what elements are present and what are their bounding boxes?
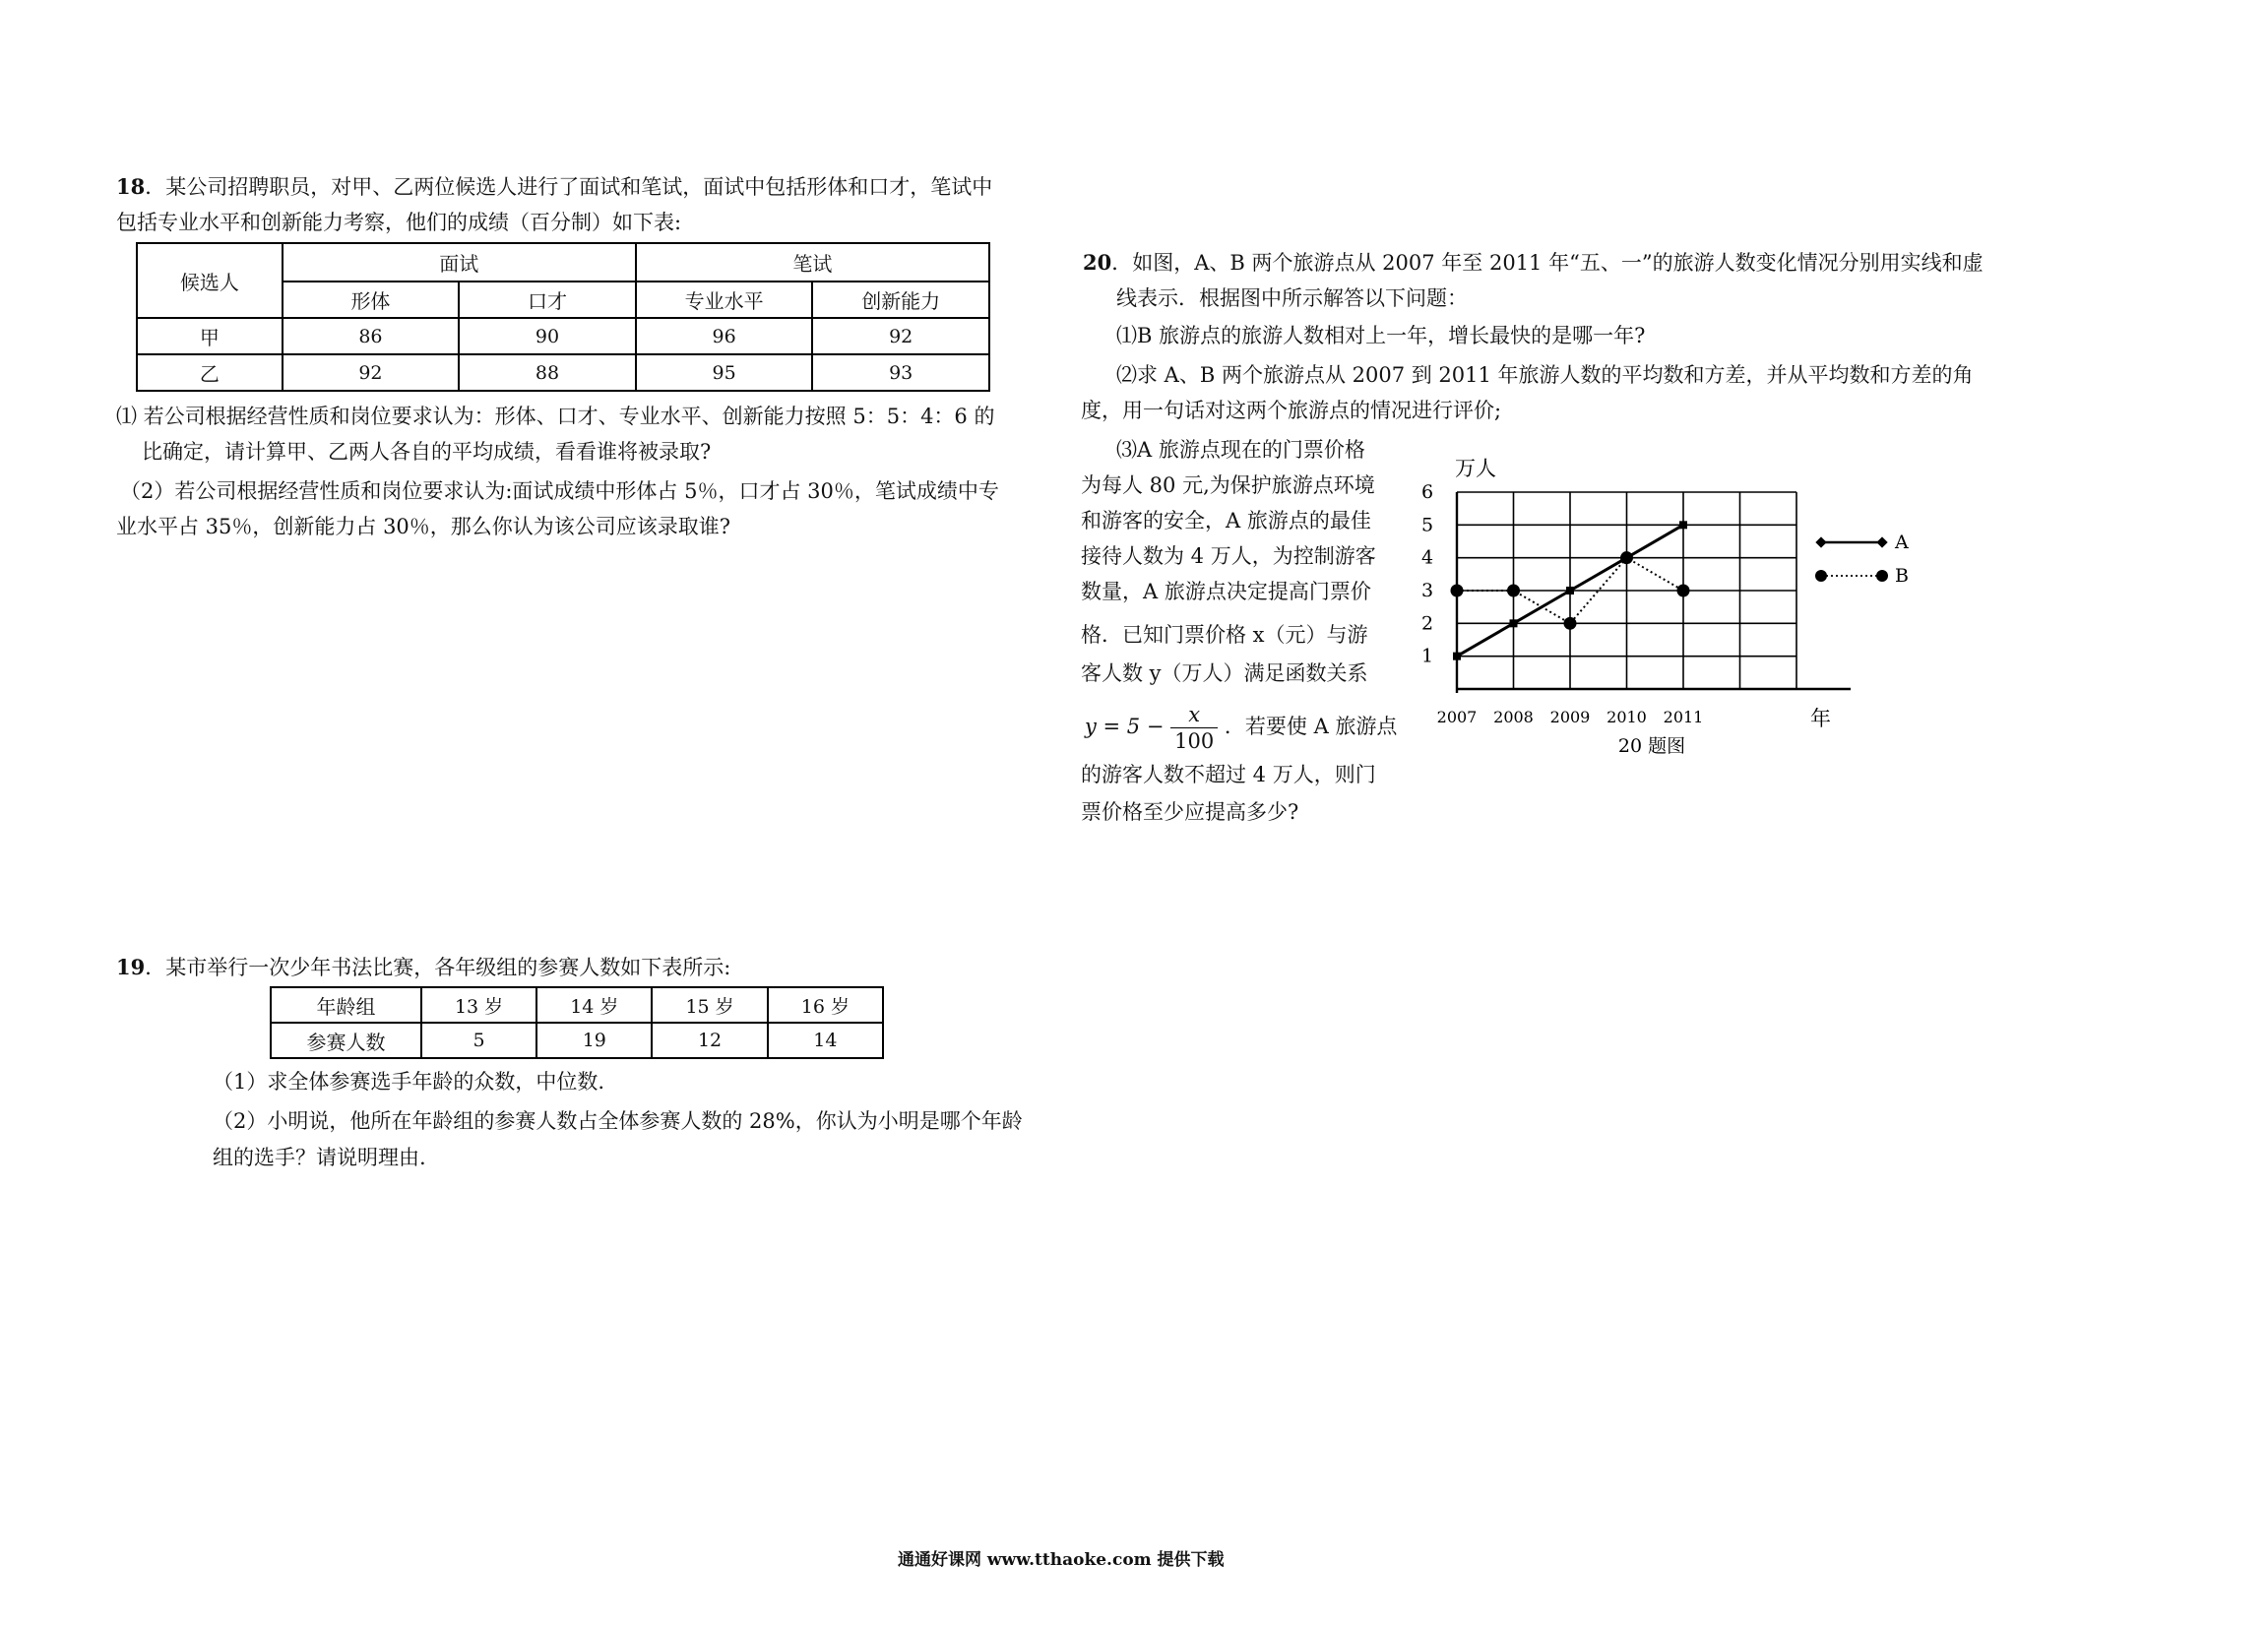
q18-cell: 90	[459, 318, 636, 354]
q19-age: 14 岁	[536, 987, 652, 1023]
q19-intro: 19．某市举行一次少年书法比赛，各年级组的参赛人数如下表所示:	[116, 955, 731, 979]
q18-part1-line1: ⑴ 若公司根据经营性质和岗位要求认为：形体、口才、专业水平、创新能力按照 5：5：4：6 的	[116, 405, 995, 428]
x-axis-label: 年	[1810, 707, 1831, 730]
q19-count-label: 参赛人数	[271, 1023, 421, 1058]
q18-part2-line1: （2）若公司根据经营性质和岗位要求认为:面试成绩中形体占 5％，口才占 30％，笔试成绩中专	[120, 479, 999, 503]
q19-count-table	[270, 986, 884, 1059]
formula-suffix: ．若要使 A 旅游点	[1224, 715, 1398, 738]
data-point-b	[1564, 617, 1577, 630]
q19-age-label: 年龄组	[271, 987, 421, 1023]
data-point-b	[1507, 585, 1520, 597]
q20-number: 20	[1083, 250, 1112, 275]
table-row	[271, 987, 883, 1023]
x-tick-label: 2008	[1493, 708, 1534, 726]
q18-row-name: 乙	[137, 354, 283, 391]
q20-part2-line2: 度，用一句话对这两个旅游点的情况进行评价;	[1081, 399, 1502, 422]
data-point-b	[1451, 585, 1464, 597]
q18-part1-line2: 比确定，请计算甲、乙两人各自的平均成绩，看看谁将被录取?	[142, 440, 712, 464]
x-tick-label: 2009	[1549, 708, 1591, 726]
legend-label-b: B	[1895, 565, 1909, 587]
tourism-line-chart	[1398, 448, 1949, 773]
q18-cell: 93	[812, 354, 989, 391]
q18-number: 18	[116, 174, 146, 199]
q20-intro-line1: 20．如图，A、B 两个旅游点从 2007 年至 2011 年“五、一”的旅游人数变化情况分别用实线和虚	[1083, 250, 1984, 275]
data-point-a	[1679, 521, 1687, 529]
q18-cell: 92	[283, 354, 460, 391]
q18-cell: 96	[636, 318, 813, 354]
data-point-a	[1453, 653, 1461, 660]
data-point-b	[1677, 585, 1690, 597]
y-tick-label: 2	[1421, 612, 1434, 635]
legend-marker-b	[1815, 570, 1827, 582]
legend-marker-b	[1876, 570, 1888, 582]
formula-prefix: y = 5 −	[1085, 715, 1165, 738]
legend-label-a: A	[1895, 532, 1909, 553]
data-point-a	[1566, 587, 1574, 595]
q18-score-table	[136, 242, 990, 392]
q19-age: 15 岁	[652, 987, 767, 1023]
legend-marker-a	[1876, 536, 1887, 547]
q19-count: 5	[421, 1023, 536, 1058]
q20-formula	[1085, 697, 1397, 756]
q20-part3-line: 和游客的安全，A 旅游点的最佳	[1081, 509, 1371, 532]
q18-intro-line2: 包括专业水平和创新能力考察，他们的成绩（百分制）如下表:	[116, 211, 682, 234]
q18-subheader: 口才	[459, 282, 636, 318]
q19-part2-line1: （2）小明说，他所在年龄组的参赛人数占全体参赛人数的 28%，你认为小明是哪个年龄	[213, 1109, 1023, 1133]
q20-part3-line: ⑶A 旅游点现在的门票价格	[1116, 438, 1365, 462]
q20-part3-line: 格．已知门票价格 x（元）与游	[1081, 623, 1368, 647]
table-row	[137, 354, 989, 391]
y-tick-label: 5	[1421, 514, 1434, 536]
q18-part2-line2: 业水平占 35％，创新能力占 30％，那么你认为该公司应该录取谁?	[116, 515, 731, 538]
q20-part3-line: 数量，A 旅游点决定提高门票价	[1081, 580, 1371, 603]
table-row	[137, 318, 989, 354]
q19-number: 19	[116, 955, 146, 979]
q19-count: 19	[536, 1023, 652, 1058]
q19-part2-line2: 组的选手？请说明理由.	[213, 1146, 426, 1169]
chart-title: 20 题图	[1617, 735, 1686, 757]
q20-part2-line1: ⑵求 A、B 两个旅游点从 2007 到 2011 年旅游人数的平均数和方差，并从平均数和方差的角	[1116, 363, 1974, 387]
x-tick-label: 2011	[1663, 708, 1704, 726]
q18-cell: 86	[283, 318, 460, 354]
footer-credit: 通通好课网 www.tthaoke.com 提供下载	[898, 1550, 1225, 1570]
table-row	[271, 1023, 883, 1058]
q20-part3-line: 客人数 y（万人）满足函数关系	[1081, 661, 1368, 685]
data-point-a	[1510, 619, 1518, 627]
q19-age: 13 岁	[421, 987, 536, 1023]
y-tick-label: 1	[1421, 645, 1434, 667]
data-point-b	[1620, 551, 1633, 564]
q18-candidate-header: 候选人	[137, 243, 283, 318]
q20-part3-tail2: 票价格至少应提高多少?	[1081, 800, 1299, 824]
q19-part1: （1）求全体参赛选手年龄的众数，中位数.	[213, 1070, 605, 1094]
q19-count: 14	[768, 1023, 883, 1058]
q20-intro-line2: 线表示．根据图中所示解答以下问题：	[1116, 286, 1468, 310]
q18-cell: 95	[636, 354, 813, 391]
y-tick-label: 6	[1421, 481, 1434, 503]
q20-part3-tail1: 的游客人数不超过 4 万人，则门	[1081, 763, 1376, 786]
q19-age: 16 岁	[768, 987, 883, 1023]
q19-count: 12	[652, 1023, 767, 1058]
q18-row-name: 甲	[137, 318, 283, 354]
formula-fraction	[1170, 702, 1218, 754]
formula-numerator: x	[1170, 702, 1218, 728]
q20-part3-line: 为每人 80 元,为保护旅游点环境	[1081, 473, 1375, 497]
q20-part1: ⑴B 旅游点的旅游人数相对上一年，增长最快的是哪一年?	[1116, 324, 1646, 347]
q18-group-interview: 面试	[283, 243, 636, 282]
legend-marker-a	[1815, 536, 1826, 547]
q18-group-written: 笔试	[636, 243, 989, 282]
y-tick-label: 4	[1421, 546, 1434, 569]
q18-subheader: 专业水平	[636, 282, 813, 318]
x-tick-label: 2010	[1606, 708, 1647, 726]
q18-cell: 92	[812, 318, 989, 354]
formula-denominator: 100	[1174, 729, 1215, 753]
y-tick-label: 3	[1421, 580, 1434, 601]
q20-part3-line: 接待人数为 4 万人，为控制游客	[1081, 544, 1376, 568]
q18-subheader: 形体	[283, 282, 460, 318]
q18-subheader: 创新能力	[812, 282, 989, 318]
q18-intro-line1: 18．某公司招聘职员，对甲、乙两位候选人进行了面试和笔试，面试中包括形体和口才，笔试中	[116, 174, 993, 199]
q18-cell: 88	[459, 354, 636, 391]
x-tick-label: 2007	[1436, 708, 1478, 726]
y-axis-label: 万人	[1455, 457, 1496, 480]
